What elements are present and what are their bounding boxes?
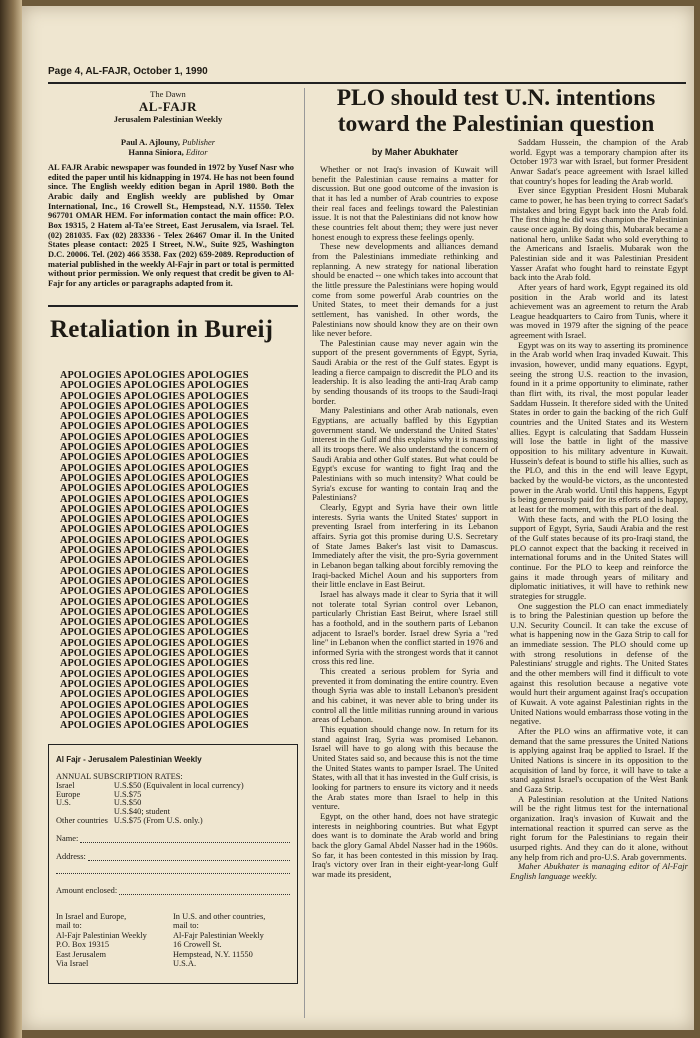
author-note <box>510 862 688 881</box>
name-line[interactable] <box>80 834 290 843</box>
apologies-row: APOLOGIES APOLOGIES APOLOGIES <box>60 400 249 412</box>
rates-table <box>56 782 250 826</box>
mail-address-israel-europe <box>56 912 173 968</box>
amount-field[interactable] <box>56 886 290 896</box>
publisher-name: Paul A. Ajlouny, <box>120 137 180 147</box>
amount-label: Amount enclosed: <box>56 886 118 896</box>
apologies-row: APOLOGIES APOLOGIES APOLOGIES <box>60 575 249 587</box>
headline-line-1: PLO should test U.N. intentions <box>336 85 656 111</box>
apologies-row: APOLOGIES APOLOGIES APOLOGIES <box>60 390 249 402</box>
mail-address-us <box>173 912 290 968</box>
apologies-row: APOLOGIES APOLOGIES APOLOGIES <box>60 411 249 423</box>
article-paragraph: Egypt, on the other hand, does not have strategic interests in neighboring countries. But what Egypt does want is to dominate the Arab world and bring back the glory Gamal Abdel Nasser had in the 1960s. So far, it has been contested in this mission by Iraq. Iraq's victory over Iran in their eight-year-long Gulf war made its president, <box>312 810 498 879</box>
apologies-row: APOLOGIES APOLOGIES APOLOGIES <box>60 472 249 484</box>
article-paragraph: This created a serious problem for Syria and prevented it from dominating the entire country. Even though Syria was able to install Lebanon's president and his cabinet, it was never able to bring under its control all the little militias running around in various areas of Lebanon. <box>312 666 498 725</box>
rate-row <box>56 817 250 826</box>
apologies-row: APOLOGIES APOLOGIES APOLOGIES <box>60 606 249 618</box>
name-label: Name: <box>56 833 79 843</box>
apologies-row: APOLOGIES APOLOGIES APOLOGIES <box>60 699 249 711</box>
article-paragraph: Israel has always made it clear to Syria that it will not tolerate total Syrian control over Lebanon, particularly Christian East Beirut, where Israel still has a foothold, and in the southern parts of Lebanon adjacent to Israel's border. Israel drew Syria a "red line" in Lebanon when the conflict started in 1976 and informed Syria with the strongest words that it cannot cross this red line. <box>312 588 498 667</box>
apologies-row: APOLOGIES APOLOGIES APOLOGIES <box>60 442 249 454</box>
masthead <box>48 90 288 124</box>
mail-line: mail to: <box>173 921 199 931</box>
article-paragraph: Ever since Egyptian President Hosni Mubarak came to power, he has been trying to correct Sadat's mistakes and bring Egypt back into the Arab fold. The first thing he did was champion the Palestinian cause once again. By doing this, Mubarak became a national hero, unlike Sadat who sold everything to the Americans and Israelis. Mubarak won the Palestinian side and it was Palestinian President Yasser Arafat who fought hard to reinstate Egypt back into the Arab fold. <box>510 185 688 283</box>
mail-line: Al-Fajr Palestinian Weekly <box>173 930 264 940</box>
apologies-row: APOLOGIES APOLOGIES APOLOGIES <box>60 431 249 443</box>
mail-line: P.O. Box 19315 <box>56 940 110 950</box>
editor-name: Hanna Siniora, <box>128 147 184 158</box>
retaliation-title: Retaliation in Bureij <box>50 316 274 343</box>
address-line-2[interactable] <box>56 871 290 874</box>
mail-line: Al-Fajr Palestinian Weekly <box>56 930 147 940</box>
apologies-row: APOLOGIES APOLOGIES APOLOGIES <box>60 370 249 381</box>
apologies-row: APOLOGIES APOLOGIES APOLOGIES <box>60 421 249 433</box>
apologies-row: APOLOGIES APOLOGIES APOLOGIES <box>60 380 249 392</box>
apologies-row: APOLOGIES APOLOGIES APOLOGIES <box>60 524 249 536</box>
apologies-row: APOLOGIES APOLOGIES APOLOGIES <box>60 586 249 598</box>
article-headline <box>312 86 680 138</box>
publisher-role: Publisher <box>182 137 216 147</box>
mail-line: 16 Crowell St. <box>173 940 222 950</box>
article-paragraph: After years of hard work, Egypt regained its old position in the Arab world and its latest achievement was an agreement to return the Arab League headquarters to Cairo from Tunis, where it was moved in 1979 after the signing of the peace agreement with Israel. <box>510 281 688 341</box>
apologies-row: APOLOGIES APOLOGIES APOLOGIES <box>60 462 249 474</box>
mail-line: mail to: <box>56 921 82 931</box>
address-line[interactable] <box>88 852 290 861</box>
page-header: Page 4, AL-FAJR, October 1, 1990 <box>48 66 208 77</box>
amount-line[interactable] <box>119 886 290 895</box>
apologies-row: APOLOGIES APOLOGIES APOLOGIES <box>60 596 249 608</box>
rate-region: U.S. <box>56 798 71 808</box>
apologies-row: APOLOGIES APOLOGIES APOLOGIES <box>60 617 249 629</box>
article-paragraph: One suggestion the PLO can enact immediately is to bring the Palestinian question up before the U.N. Security Council. It can take the excuse of what is happening now in the Gaza Strip to call for an immediate session. The PLO should come up with strong resolutions in defense of the Palestinians' struggle and rights. The United States and the other members will find it difficult to vote against this resolution because a negative vote would hurt their argument against Iraq's occupation of Kuwait. A vote against Palestinian rights in the United Nations would embarrass those voting in the negative. <box>510 600 688 727</box>
article-paragraph: The Palestinian cause may never again win the support of the present governments of Egypt, Syria, Saudi Arabia or the rest of the Gulf states. Egypt is leading a fierce campaign to discredit the PLO and its leadership. It is also leading the anti-Iraq Arab camp by sending thousands of its troops to the Saudi-Iraqi border. <box>312 337 498 406</box>
rate-region: Other countries <box>56 816 108 826</box>
masthead-paper: AL-FAJR <box>138 98 198 114</box>
rate-price: U.S.$50 <box>113 798 142 808</box>
apologies-row: APOLOGIES APOLOGIES APOLOGIES <box>60 483 249 495</box>
header-rule <box>48 82 686 84</box>
apologies-row: APOLOGIES APOLOGIES APOLOGIES <box>60 689 249 701</box>
mail-line: Hempstead, N.Y. 11550 <box>173 949 253 959</box>
apologies-row: APOLOGIES APOLOGIES APOLOGIES <box>60 452 249 464</box>
rate-price: U.S.$40; student <box>113 807 170 817</box>
apologies-row: APOLOGIES APOLOGIES APOLOGIES <box>60 668 249 680</box>
rate-region: Israel <box>56 780 75 790</box>
apologies-row: APOLOGIES APOLOGIES APOLOGIES <box>60 514 249 526</box>
article-column-1 <box>312 165 498 1021</box>
apologies-row: APOLOGIES APOLOGIES APOLOGIES <box>60 503 249 515</box>
author-note-text: is managing editor of Al-Fajr English language weekly. <box>510 861 688 881</box>
section-rule <box>48 305 298 307</box>
address-field[interactable] <box>56 852 290 862</box>
apologies-row: APOLOGIES APOLOGIES APOLOGIES <box>60 545 249 557</box>
article-paragraph: Egypt was on its way to asserting its prominence in the Arab world when Iraq invaded Kuwait. This invasion, however, undid many equations. Egypt, seeing the strong U.S. reaction to the invasion, found in it a prime opportunity to eliminate, rather than flirt with, its rival, the most popular leader Saddam Hussein. It therefore sided with the United States in order to gain the backing of the rich Gulf countries and the United States and its Western allies. Egypt is calculating that Saddam Hussein will lose the battle in light of the massive opposition to his military adventure in Kuwait. Hussein's defeat is bound to stifle his allies, such as the PLO, and this in the end will leave Egypt, backed by the would-be victors, as the uncontested power in the Arab world. Until this happens, Egypt is being generously paid for its efforts and is happy, at least for the moment, with this part of the deal. <box>510 339 688 514</box>
apologies-row: APOLOGIES APOLOGIES APOLOGIES <box>60 493 249 505</box>
subscription-form <box>48 744 298 984</box>
article-paragraph: With these facts, and with the PLO losing the support of Egypt, Syria, Saudi Arabia and the rest of the Gulf states because of its pro-Iraqi stand, the PLO cannot expect that the backing it received in international forums and in the United States will continue. For the PLO to keep and reinforce the gains it made through years of military and diplomatic initiatives, it will have to rethink new strategies for struggle. <box>510 513 688 601</box>
mail-line: U.S.A. <box>173 958 197 968</box>
article-byline: by Maher Abukhater <box>371 147 459 157</box>
mail-line: Via Israel <box>56 958 89 968</box>
rate-price: U.S.$50 (Equivalent in local currency) <box>113 780 244 790</box>
rate-row <box>56 791 250 800</box>
apologies-row: APOLOGIES APOLOGIES APOLOGIES <box>60 627 249 639</box>
apologies-row: APOLOGIES APOLOGIES APOLOGIES <box>60 678 249 690</box>
name-field[interactable] <box>56 834 290 844</box>
editor-role: Editor <box>185 147 208 158</box>
apologies-row: APOLOGIES APOLOGIES APOLOGIES <box>60 648 249 660</box>
rate-region: Europe <box>56 789 81 799</box>
rate-price: U.S.$75 <box>113 789 142 799</box>
rate-price: U.S.$75 (From U.S. only.) <box>113 816 203 826</box>
staff-box <box>48 137 288 157</box>
article-paragraph: This equation should change now. In return for its stand against Iraq, Syria was promised Lebanon. Israel will have to go along with this because the United States said so, and because this is not the time the United States wants to pamper Israel. The United States, with all that it has invested in the Gulf crisis, is looking for partners to ensure its victory and it needs the Arab states more than Israel to help in this venture. <box>312 724 498 812</box>
rates-title: ANNUAL SUBSCRIPTION RATES: <box>56 772 183 782</box>
masthead-subtitle: Jerusalem Palestinian Weekly <box>113 113 223 124</box>
author-note-name: Maher Abukhater <box>518 861 580 872</box>
column-rule <box>304 88 305 1018</box>
mail-line: In U.S. and other countries, <box>173 911 266 921</box>
article-column-2 <box>510 138 688 1018</box>
mail-line: In Israel and Europe, <box>56 911 127 921</box>
article-paragraph: These new developments and alliances demand from the Palestinians immediate rethinking and replanning. A new strategy for national liberation should be enacted -- one which takes into account that the little pressure the Palestinians were hoping would come from some powerful Arab countries on the United States, to meet their demands for a just settlement, has vanished. In other words, the Palestinians now should know they are on their own like never before. <box>312 241 498 339</box>
address-label: Address: <box>56 851 86 861</box>
apologies-row: APOLOGIES APOLOGIES APOLOGIES <box>60 534 249 546</box>
apologies-row: APOLOGIES APOLOGIES APOLOGIES <box>60 637 249 649</box>
book-binding <box>0 0 22 1038</box>
article-paragraph: Whether or not Iraq's invasion of Kuwait will benefit the Palestinian cause remains a matter for discussion. But one good outcome of the invasion is that it has led a number of Arab countries to expose their real faces and feelings toward the Palestinian issue. It is not that the Palestinians did not know how these countries felt about them; they were just never honest enough to express these feelings openly. <box>312 165 498 242</box>
article-paragraph: After the PLO wins an affirmative vote, it can demand that the same pressures the United Nations is applying against Iraq be applied to Israel. If the United Nations is sincere in its opposition to the acquisition of land by force, it will have to take a stand against Israel's occupation of the West Bank and Gaza Strip. <box>510 726 688 794</box>
article-paragraph: Many Palestinians and other Arab nationals, even Egyptians, are actually baffled by this Egyptian government stand. We understand the United States' interest in the Gulf and this explains why it is massing all its troops there. We also understand the concern of Saudi Arabia and other Gulf states. But what could be Egypt's excuse for wanting to fight Iraq and the Palestinians with so much intensity? What could be Syria's excuse for wanting to contain Iraq and the Palestinians? <box>312 405 498 503</box>
publication-info: AL FAJR Arabic newspaper was founded in 1972 by Yusef Nasr who edited the paper until his kidnapping in 1974. He has not been found since. The English weekly edition began in April 1980. Both the Arabic daily and English weekly are published by Omar International, Inc., 16 Crowell St., Hempstead, N.Y. 11550. Telex 967701 OMAR HEM. For information contact the main office: P.O. Box 19315, 2 Hatem al-Ta'ee Street, East Jerusalem, via Israel. Tel. (02) 281035. Fax (02) 283336 - Telex 26467 Omar il. In the United States please contact: 2025 I Street, N.W., Suite 925, Washington D.C. 20006. Tel. (202) 466 3538. Fax (202) 659-2089. Reproduction of material published in the weekly Al-Fajr in part or total is permitted without prior permission. We only request that credit be given to Al-Fajr for any articles or paragraphs adapted from it. <box>48 163 294 288</box>
masthead-the-dawn: The Dawn <box>150 89 186 99</box>
apologies-block <box>60 371 300 731</box>
apologies-row: APOLOGIES APOLOGIES APOLOGIES <box>60 720 249 732</box>
apologies-row: APOLOGIES APOLOGIES APOLOGIES <box>60 565 249 577</box>
apologies-row: APOLOGIES APOLOGIES APOLOGIES <box>60 709 249 721</box>
apologies-row: APOLOGIES APOLOGIES APOLOGIES <box>60 658 249 670</box>
article-paragraph: A Palestinian resolution at the United Nations will be the right litmus test for the international organization. Iraq's invasion of Kuwait and the international reaction it spurred can serve as the right forum for the Palestinians to regain their usurped rights. And they can do it alone, without any help from rich and pro-U.S. Arab governments. <box>510 793 688 862</box>
apologies-row: APOLOGIES APOLOGIES APOLOGIES <box>60 555 249 567</box>
headline-line-2: toward the Palestinian question <box>337 110 655 137</box>
article-paragraph: Clearly, Egypt and Syria have their own little interests. Syria wants the United States' support in preventing Israel from interfering in its Lebanon affairs. Syria got this promise during U.S. Secretary of State James Baker's last visit to Damascus. Immediately after the visit, the pro-Syria government in Lebanon began talking about forcibly removing the Iraqi-backed Michel Aoun and his supporters from their little enclave in East Beirut. <box>312 501 498 590</box>
article-paragraph: Saddam Hussein, the champion of the Arab world. Egypt was a temporary champion after its October 1973 war with Israel, but former President Anwar Sadat's peace agreement with Israel killed that country's hopes for leading the Arab world. <box>510 138 688 186</box>
rate-row <box>56 782 250 791</box>
subscription-title: Al Fajr - Jerusalem Palestinian Weekly <box>56 755 202 764</box>
mail-line: East Jerusalem <box>56 949 107 959</box>
